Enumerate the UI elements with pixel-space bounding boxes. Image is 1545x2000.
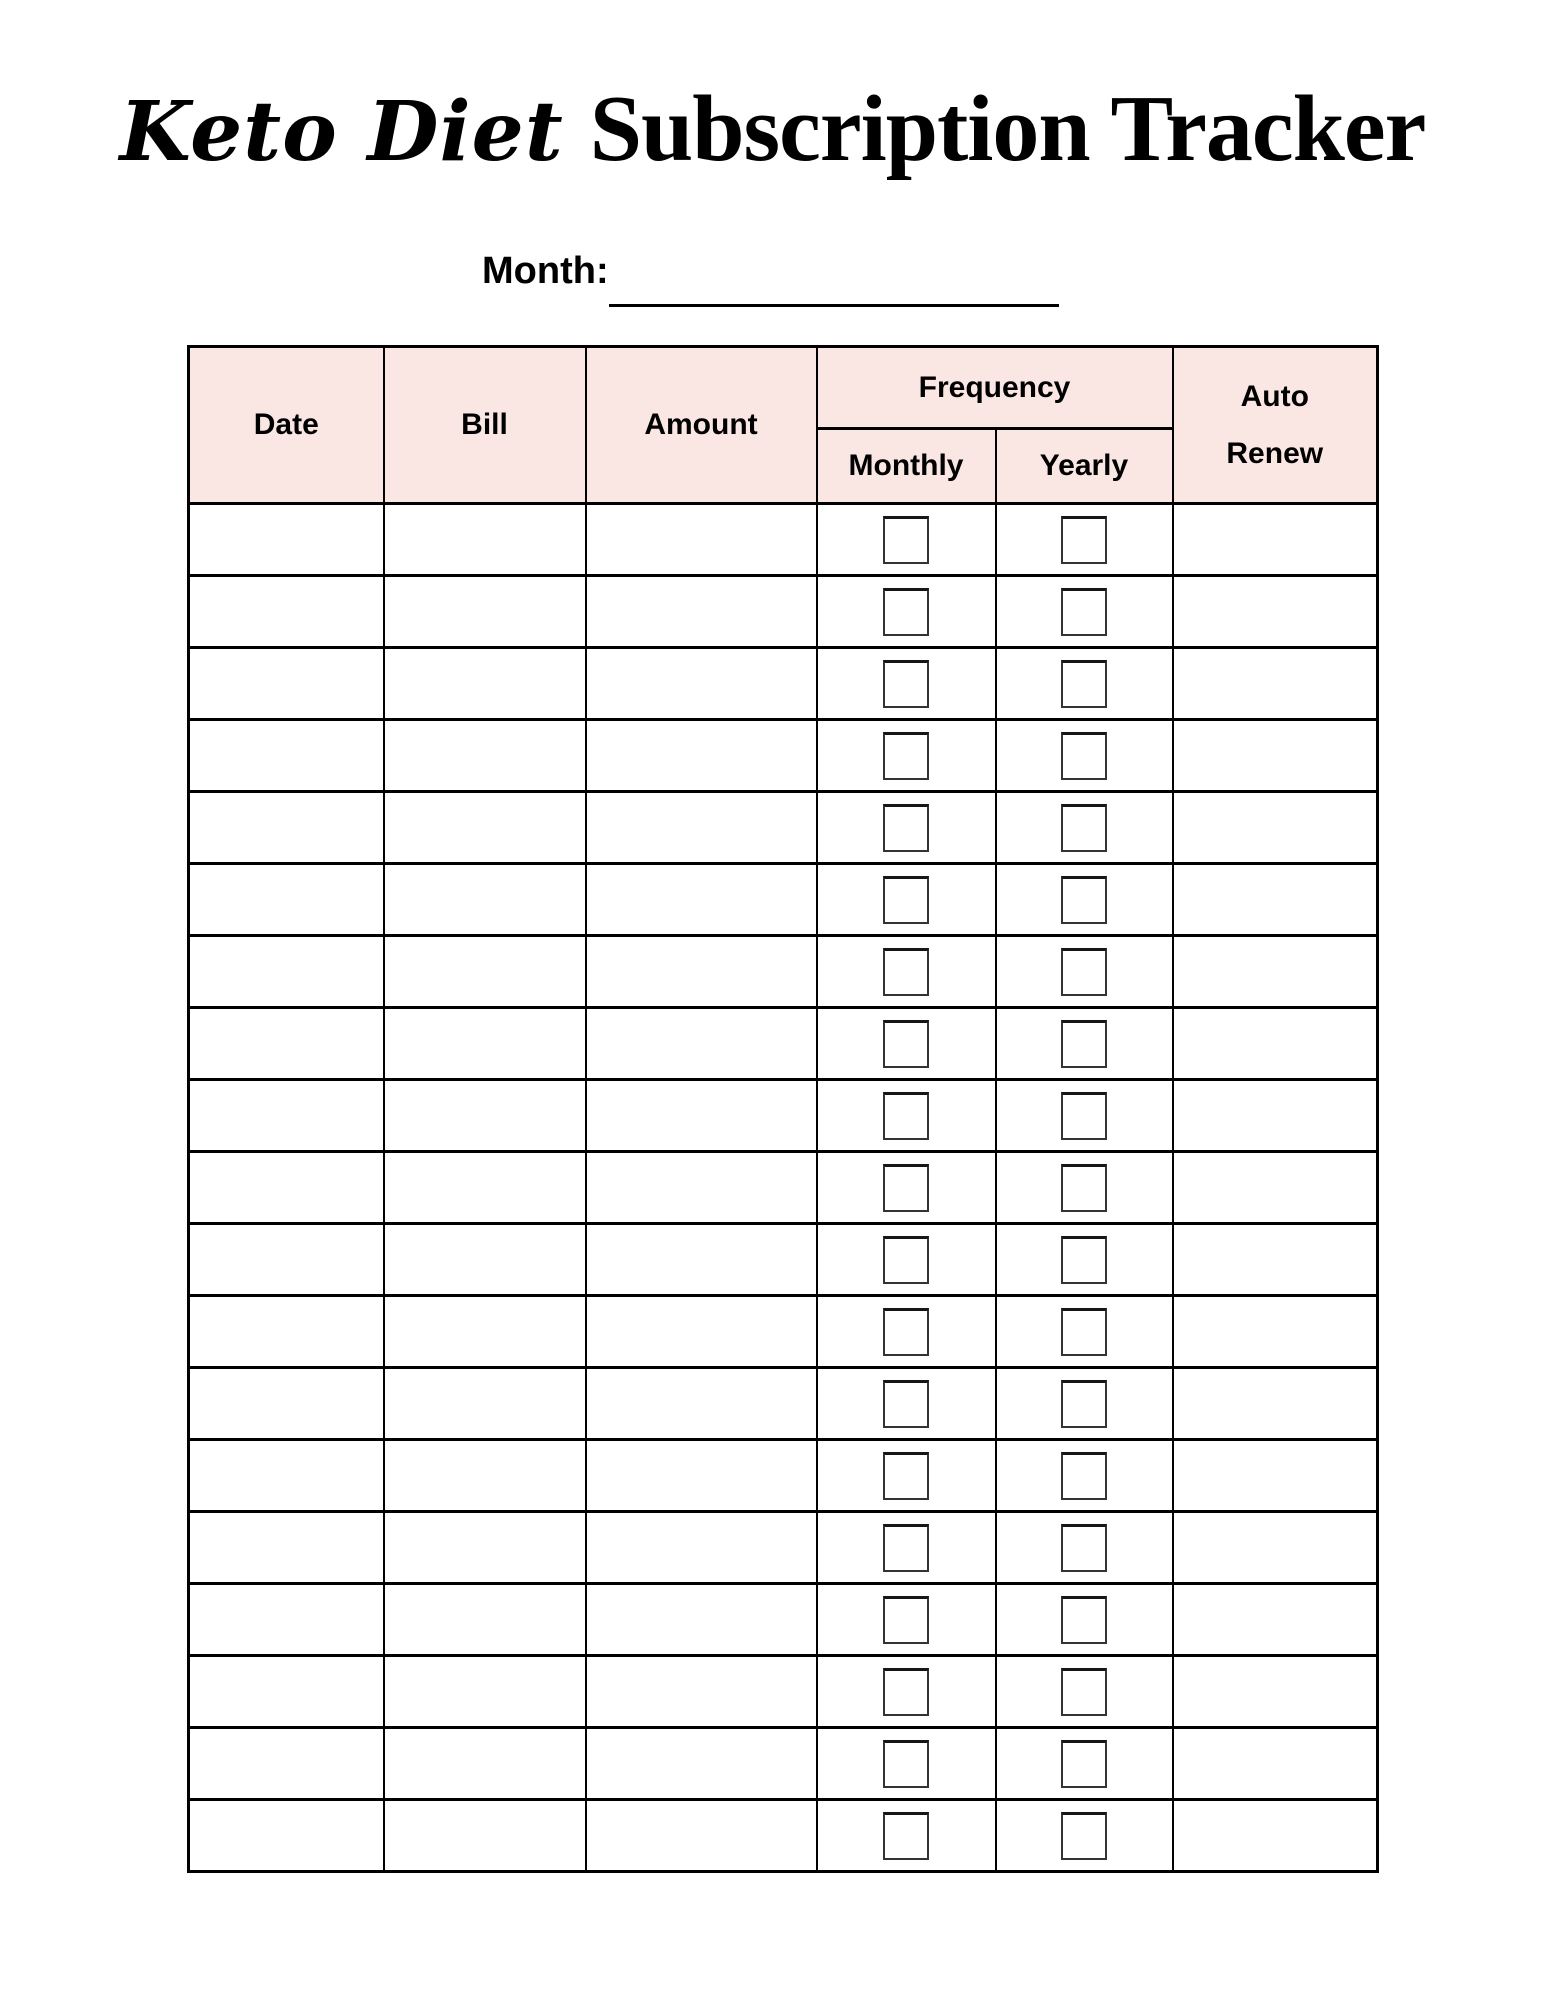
monthly-checkbox[interactable] [883,1380,929,1428]
bill-cell[interactable] [384,1296,586,1368]
monthly-cell [817,576,996,648]
monthly-checkbox[interactable] [883,948,929,996]
auto-renew-cell[interactable] [1173,1152,1378,1224]
auto-renew-cell[interactable] [1173,576,1378,648]
table-body [189,504,1378,1872]
bill-cell[interactable] [384,576,586,648]
date-cell[interactable] [189,1368,384,1440]
amount-cell[interactable] [586,1224,817,1296]
yearly-checkbox[interactable] [1061,1164,1107,1212]
table-row [189,576,1378,648]
date-cell[interactable] [189,1008,384,1080]
monthly-cell [817,1368,996,1440]
bill-cell[interactable] [384,1440,586,1512]
monthly-checkbox[interactable] [883,1308,929,1356]
yearly-cell [996,1368,1173,1440]
bill-cell[interactable] [384,936,586,1008]
monthly-checkbox[interactable] [883,660,929,708]
yearly-checkbox[interactable] [1061,1092,1107,1140]
page-title [0,78,1545,181]
bill-cell[interactable] [384,864,586,936]
yearly-checkbox[interactable] [1061,1380,1107,1428]
table-row [189,1512,1378,1584]
date-cell[interactable] [189,720,384,792]
yearly-cell [996,576,1173,648]
monthly-cell [817,1728,996,1800]
amount-cell[interactable] [586,936,817,1008]
table-row [189,936,1378,1008]
amount-cell[interactable] [586,1728,817,1800]
yearly-checkbox[interactable] [1061,1812,1107,1860]
monthly-cell [817,1440,996,1512]
date-cell[interactable] [189,648,384,720]
monthly-checkbox[interactable] [883,1596,929,1644]
monthly-cell [817,1584,996,1656]
month-input-line[interactable] [609,263,1059,307]
monthly-checkbox[interactable] [883,876,929,924]
yearly-cell [996,936,1173,1008]
date-cell[interactable] [189,1656,384,1728]
date-cell[interactable] [189,1800,384,1872]
monthly-checkbox[interactable] [883,1740,929,1788]
date-cell[interactable] [189,864,384,936]
amount-cell[interactable] [586,864,817,936]
auto-renew-cell[interactable] [1173,1440,1378,1512]
bill-cell[interactable] [384,1008,586,1080]
table-row [189,1656,1378,1728]
col-header-monthly: Monthly [817,429,996,504]
date-cell[interactable] [189,1152,384,1224]
yearly-checkbox[interactable] [1061,516,1107,564]
auto-renew-cell[interactable] [1173,1656,1378,1728]
bill-cell[interactable] [384,720,586,792]
amount-cell[interactable] [586,576,817,648]
yearly-checkbox[interactable] [1061,660,1107,708]
date-cell[interactable] [189,576,384,648]
table-row [189,864,1378,936]
monthly-cell [817,1512,996,1584]
yearly-checkbox[interactable] [1061,1668,1107,1716]
monthly-cell [817,1008,996,1080]
monthly-checkbox[interactable] [883,516,929,564]
amount-cell[interactable] [586,1440,817,1512]
monthly-cell [817,1152,996,1224]
col-header-bill: Bill [384,347,586,504]
monthly-cell [817,1656,996,1728]
yearly-cell [996,648,1173,720]
title-script-part: Keto Diet [119,84,564,180]
yearly-cell [996,1656,1173,1728]
amount-cell[interactable] [586,1368,817,1440]
yearly-checkbox[interactable] [1061,1596,1107,1644]
date-cell[interactable] [189,936,384,1008]
bill-cell[interactable] [384,648,586,720]
date-cell[interactable] [189,1296,384,1368]
table-row [189,1152,1378,1224]
table-row [189,1080,1378,1152]
amount-cell[interactable] [586,1800,817,1872]
bill-cell[interactable] [384,1656,586,1728]
yearly-cell [996,1512,1173,1584]
monthly-cell [817,1080,996,1152]
auto-renew-cell[interactable] [1173,1368,1378,1440]
auto-renew-cell[interactable] [1173,504,1378,576]
date-cell[interactable] [189,1440,384,1512]
yearly-cell [996,1080,1173,1152]
table-row [189,1224,1378,1296]
monthly-checkbox[interactable] [883,1164,929,1212]
yearly-cell [996,1800,1173,1872]
auto-renew-cell[interactable] [1173,936,1378,1008]
table-row [189,792,1378,864]
amount-cell[interactable] [586,1512,817,1584]
table-row [189,1584,1378,1656]
auto-renew-cell[interactable] [1173,648,1378,720]
table-header [189,347,1378,504]
table-row [189,648,1378,720]
monthly-cell [817,864,996,936]
table-row [189,504,1378,576]
yearly-checkbox[interactable] [1061,1452,1107,1500]
auto-renew-cell[interactable] [1173,1008,1378,1080]
bill-cell[interactable] [384,1080,586,1152]
yearly-cell [996,1728,1173,1800]
monthly-cell [817,720,996,792]
yearly-checkbox[interactable] [1061,1740,1107,1788]
date-cell[interactable] [189,1728,384,1800]
table-row [189,1008,1378,1080]
month-label: Month: [482,250,609,292]
col-header-yearly: Yearly [996,429,1173,504]
table-row [189,1440,1378,1512]
yearly-checkbox[interactable] [1061,876,1107,924]
date-cell[interactable] [189,1512,384,1584]
monthly-checkbox[interactable] [883,1668,929,1716]
table-row [189,720,1378,792]
yearly-cell [996,1008,1173,1080]
amount-cell[interactable] [586,1152,817,1224]
monthly-checkbox[interactable] [883,804,929,852]
col-header-amount: Amount [586,347,817,504]
monthly-cell [817,1800,996,1872]
bill-cell[interactable] [384,1512,586,1584]
date-cell[interactable] [189,504,384,576]
amount-cell[interactable] [586,648,817,720]
yearly-checkbox[interactable] [1061,948,1107,996]
bill-cell[interactable] [384,1728,586,1800]
yearly-cell [996,1296,1173,1368]
monthly-checkbox[interactable] [883,588,929,636]
date-cell[interactable] [189,1584,384,1656]
auto-renew-cell[interactable] [1173,1728,1378,1800]
bill-cell[interactable] [384,792,586,864]
bill-cell[interactable] [384,504,586,576]
bill-cell[interactable] [384,1368,586,1440]
amount-cell[interactable] [586,1080,817,1152]
table-row [189,1368,1378,1440]
auto-renew-cell[interactable] [1173,1800,1378,1872]
month-row [482,250,1059,294]
yearly-cell [996,864,1173,936]
yearly-checkbox[interactable] [1061,804,1107,852]
monthly-cell [817,792,996,864]
yearly-checkbox[interactable] [1061,588,1107,636]
yearly-checkbox[interactable] [1061,1236,1107,1284]
monthly-checkbox[interactable] [883,1092,929,1140]
monthly-cell [817,936,996,1008]
title-main-part: Subscription Tracker [589,77,1426,181]
yearly-cell [996,792,1173,864]
col-header-frequency: Frequency [817,347,1173,429]
auto-renew-cell[interactable] [1173,1080,1378,1152]
col-header-date: Date [189,347,384,504]
monthly-cell [817,504,996,576]
yearly-cell [996,504,1173,576]
yearly-checkbox[interactable] [1061,1308,1107,1356]
monthly-cell [817,1224,996,1296]
amount-cell[interactable] [586,1584,817,1656]
amount-cell[interactable] [586,1008,817,1080]
monthly-checkbox[interactable] [883,1452,929,1500]
yearly-cell [996,1584,1173,1656]
col-header-auto-renew: Auto Renew [1173,347,1378,504]
subscription-table [187,345,1379,1873]
yearly-checkbox[interactable] [1061,1020,1107,1068]
bill-cell[interactable] [384,1224,586,1296]
monthly-checkbox[interactable] [883,1524,929,1572]
yearly-cell [996,1440,1173,1512]
amount-cell[interactable] [586,504,817,576]
auto-renew-cell[interactable] [1173,1224,1378,1296]
auto-renew-cell[interactable] [1173,1296,1378,1368]
monthly-checkbox[interactable] [883,732,929,780]
auto-renew-cell[interactable] [1173,1584,1378,1656]
auto-renew-cell[interactable] [1173,792,1378,864]
monthly-cell [817,1296,996,1368]
yearly-cell [996,720,1173,792]
auto-renew-cell[interactable] [1173,720,1378,792]
yearly-checkbox[interactable] [1061,732,1107,780]
yearly-checkbox[interactable] [1061,1524,1107,1572]
monthly-checkbox[interactable] [883,1236,929,1284]
monthly-checkbox[interactable] [883,1812,929,1860]
auto-renew-cell[interactable] [1173,864,1378,936]
monthly-cell [817,648,996,720]
date-cell[interactable] [189,1224,384,1296]
date-cell[interactable] [189,1080,384,1152]
table-row [189,1728,1378,1800]
date-cell[interactable] [189,792,384,864]
yearly-cell [996,1152,1173,1224]
bill-cell[interactable] [384,1584,586,1656]
amount-cell[interactable] [586,1656,817,1728]
table-row [189,1296,1378,1368]
table-row [189,1800,1378,1872]
auto-renew-cell[interactable] [1173,1512,1378,1584]
bill-cell[interactable] [384,1800,586,1872]
amount-cell[interactable] [586,1296,817,1368]
amount-cell[interactable] [586,792,817,864]
amount-cell[interactable] [586,720,817,792]
monthly-checkbox[interactable] [883,1020,929,1068]
bill-cell[interactable] [384,1152,586,1224]
yearly-cell [996,1224,1173,1296]
